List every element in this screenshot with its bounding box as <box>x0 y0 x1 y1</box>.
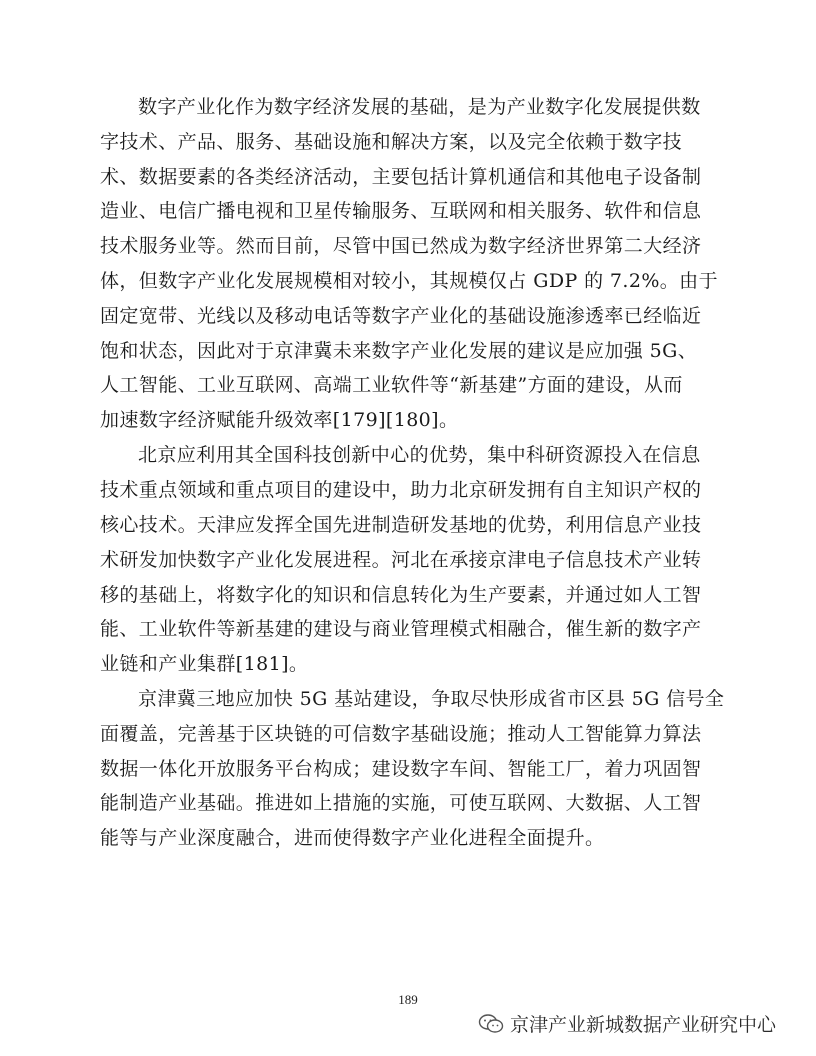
text-line: 技术重点领域和重点项目的建设中，助力北京研发拥有自主知识产权的 <box>100 479 702 502</box>
body-text <box>100 90 725 856</box>
text-line: 面覆盖，完善基于区块链的可信数字基础设施；推动人工智能算力算法 <box>100 722 702 745</box>
text-line: 技术服务业等。然而目前，尽管中国已然成为数字经济世界第二大经济 <box>100 235 702 258</box>
text-line: 北京应利用其全国科技创新中心的优势，集中科研资源投入在信息 <box>138 444 701 467</box>
text-line: 固定宽带、光线以及移动电话等数字产业化的基础设施渗透率已经临近 <box>100 304 702 327</box>
text-line: 核心技术。天津应发挥全国先进制造研发基地的优势，利用信息产业技 <box>100 513 702 536</box>
wechat-icon <box>478 1013 504 1035</box>
text-line: 加速数字经济赋能升级效率[179][180]。 <box>100 409 459 432</box>
text-line: 字技术、产品、服务、基础设施和解决方案，以及完全依赖于数字技 <box>100 130 683 153</box>
footer-brand-label: 京津产业新城数据产业研究中心 <box>510 1014 777 1036</box>
text-line: 能、工业软件等新基建的建设与商业管理模式相融合，催生新的数字产 <box>100 618 702 641</box>
text-line: 人工智能、工业互联网、高端工业软件等“新基建”方面的建设，从而 <box>100 374 683 397</box>
text-line: 移的基础上，将数字化的知识和信息转化为生产要素，并通过如人工智 <box>100 583 702 606</box>
text-line: 业链和产业集群[181]。 <box>100 653 309 676</box>
paragraph-1 <box>100 90 720 438</box>
paragraph-2 <box>100 438 720 682</box>
text-line: 术研发加快数字产业化发展进程。河北在承接京津电子信息技术产业转 <box>100 548 702 571</box>
text-line: 数字产业化作为数字经济发展的基础，是为产业数字化发展提供数 <box>138 96 701 118</box>
footer-brand <box>478 1010 776 1037</box>
text-line: 京津冀三地应加快 5G 基站建设，争取尽快形成省市区县 5G 信号全 <box>138 687 725 710</box>
text-line: 能等与产业深度融合，进而使得数字产业化进程全面提升。 <box>100 827 605 850</box>
text-line: 饱和状态，因此对于京津冀未来数字产业化发展的建议是应加强 5G、 <box>100 339 698 362</box>
page-number: 189 <box>398 992 418 1007</box>
text-line: 能制造产业基础。推进如上措施的实施，可使互联网、大数据、人工智 <box>100 792 702 815</box>
text-line: 体，但数字产业化发展规模相对较小，其规模仅占 GDP 的 7.2%。由于 <box>100 269 718 292</box>
text-line: 造业、电信广播电视和卫星传输服务、互联网和相关服务、软件和信息 <box>100 200 702 223</box>
text-line: 数据一体化开放服务平台构成；建设数字车间、智能工厂，着力巩固智 <box>100 757 702 780</box>
text-line: 术、数据要素的各类经济活动，主要包括计算机通信和其他电子设备制 <box>100 165 702 188</box>
paragraph-3 <box>100 682 725 856</box>
